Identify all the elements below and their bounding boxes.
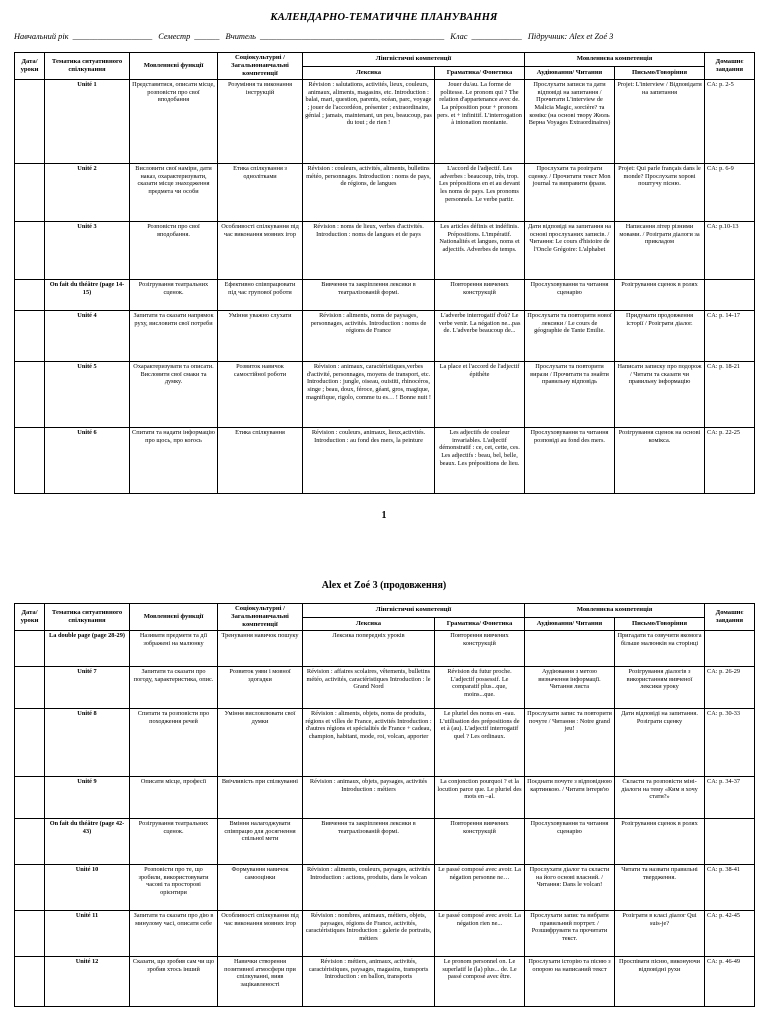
cell-functions: Запитати та сказати про погоду, характеристика, опис. — [130, 667, 218, 709]
cell-writing: Розіграти в класі діалог Qui suis-je? — [615, 911, 705, 957]
cell-lexis: Вивчення та закріплення лексики в театралізованій формі. — [303, 819, 435, 865]
cell-listening — [525, 631, 615, 667]
cell-listening: Аудіювання з метою визначення інформації. Читання листа — [525, 667, 615, 709]
textbook-label: Підручник: Alex et Zoé 3 — [527, 32, 614, 41]
table-row — [15, 222, 755, 280]
cell-socio: Розвиток уяви і мовної здогадки — [218, 667, 303, 709]
cell-date — [15, 428, 45, 494]
cell-writing: Придумати продовження історії / Розіграти діалог. — [615, 311, 705, 362]
cell-date — [15, 631, 45, 667]
cell-writing: Читати та назвати правильні твердження. — [615, 865, 705, 911]
teacher-label: Вчитель — [225, 32, 256, 41]
col-writing-header: Письмо/Говоріння — [615, 617, 705, 631]
cell-socio: Ввічливість при спілкуванні — [218, 777, 303, 819]
col-grammar-header: Граматика/ Фонетика — [435, 66, 525, 80]
cell-grammar: Le passé composé avec avoir. La négation personne ne… — [435, 865, 525, 911]
cell-writing: Projet: L'interview / Відповідати на запитання — [615, 80, 705, 164]
semester-label: Семестр — [158, 32, 191, 41]
table-row — [15, 280, 755, 311]
cell-listening: Прослуховування та читання розповіді au fond des mers. — [525, 428, 615, 494]
cell-theme: Unité 5 — [45, 362, 130, 428]
year-label: Навчальний рік — [14, 32, 69, 41]
cell-socio: Навички створення позитивної атмосфери при спілкуванні, вияв зацікавленості — [218, 957, 303, 1007]
cell-lexis: Révision : animaux, caractéristiques,verbes d'activité, personnages, moyens de transport, etc. Introduction : jungle, oiseau, ouistiti, rhinocéros, singe ; beau, doux, féroce, géant, gros, magique, magnifique, rigolo, comme tu es… ! Bonne nuit ! — [303, 362, 435, 428]
table-header-row — [15, 604, 755, 618]
cell-theme: On fait du théâtre (page 42-43) — [45, 819, 130, 865]
cell-writing: Проспівати пісню, виконуючи відповідні рухи — [615, 957, 705, 1007]
cell-lexis: Révision : noms de lieux, verbes d'activités. Introduction : noms de langues et de pays — [303, 222, 435, 280]
cell-writing: Розігрування сценок в ролях — [615, 819, 705, 865]
col-socio-header: Соціокультурні / Загальнонавчальні компетенції — [218, 604, 303, 631]
col-date-header: Дата/ уроки — [15, 604, 45, 631]
table-header-row — [15, 53, 755, 67]
cell-socio: Особливості спілкування під час виконання мовних ігор — [218, 911, 303, 957]
table-row — [15, 362, 755, 428]
cell-theme: On fait du théâtre (page 14-15) — [45, 280, 130, 311]
cell-listening: Прослухати діалог та скласти на його основі власний. / Читання: Dans le volcan! — [525, 865, 615, 911]
cell-theme: Unité 4 — [45, 311, 130, 362]
cell-lexis: Révision : couleurs, activités, aliments, bulletins météo, personnages. Introduction : noms de pays, de régions, de langues — [303, 164, 435, 222]
cell-homework: CA: p. 22-25 — [705, 428, 755, 494]
cell-theme: Unité 6 — [45, 428, 130, 494]
cell-lexis: Révision : salutations, activités, lieux, couleurs, animaux, aliments, magasins, etc. Introduction : balai, mari, question, parents, océan, parc, voyage ; jouer de l'accordéon, présenter ; extraordinaire, génial ; jamais, maintenant, un peu, beaucoup, pas du tout ; de rien ! — [303, 80, 435, 164]
cell-writing: Розігрування сценок на основі комікса. — [615, 428, 705, 494]
cell-socio: Етика спілкування — [218, 428, 303, 494]
col-speech-header: Мовленнєва компетенція — [525, 53, 705, 67]
cell-date — [15, 362, 45, 428]
table-row — [15, 631, 755, 667]
cell-grammar: La conjonction pourquoi ? et la locution parce que. Le pluriel des mots en –al. — [435, 777, 525, 819]
cell-listening: Прослуховування та читання сценарію — [525, 819, 615, 865]
cell-lexis: Révision : affaires scolaires, vêtements, bulletins météo, activités, caractéristiques Introduction : le Grand Nord — [303, 667, 435, 709]
cell-date — [15, 709, 45, 777]
col-homework-header: Домашнє завдання — [705, 604, 755, 631]
table-row — [15, 80, 755, 164]
cell-homework: CA: p. 14-17 — [705, 311, 755, 362]
cell-date — [15, 280, 45, 311]
cell-homework: CA: p. 2-5 — [705, 80, 755, 164]
col-listening-header: Аудіювання/ Читання — [525, 617, 615, 631]
cell-theme: Unité 10 — [45, 865, 130, 911]
cell-date — [15, 819, 45, 865]
page-title: КАЛЕНДАРНО-ТЕМАТИЧНЕ ПЛАНУВАННЯ — [270, 12, 498, 23]
col-lexis-header: Лексика — [303, 66, 435, 80]
cell-homework: CA: p. 18-21 — [705, 362, 755, 428]
cell-functions: Сказати, що зробив сам чи що зробив хтось інший — [130, 957, 218, 1007]
cell-writing: Дати відповіді на запитання. Розіграти сценку — [615, 709, 705, 777]
cell-listening: Прослухати та повторити нової лексики / Le cours de géographie de Tante Emilie. — [525, 311, 615, 362]
table-row — [15, 311, 755, 362]
cell-grammar: Повторення вивчених конструкцій — [435, 819, 525, 865]
cell-theme: Unité 3 — [45, 222, 130, 280]
cell-writing: Пригадати та озвучити якомога більше малюнків на сторінці — [615, 631, 705, 667]
cell-functions: Спитати та розповісти про походження речей — [130, 709, 218, 777]
cell-grammar: L'adverbe interrogatif d'où? Le verbe venir. La négation ne...pas de. L'adverbe beaucoup de... — [435, 311, 525, 362]
semester-blank: ______ — [194, 32, 220, 41]
cell-grammar: L'accord de l'adjectif. Les adverbes : beaucoup, très, trop. Les prépositions en et au devant les noms de pays. Les pronoms personnels. Le verbe partir. — [435, 164, 525, 222]
cell-date — [15, 222, 45, 280]
info-line — [14, 32, 754, 41]
cell-functions: Спитати та надати інформацію про щось, про когось — [130, 428, 218, 494]
cell-functions: Розігрування театральних сценок. — [130, 819, 218, 865]
cell-grammar: Повторення вивчених конструкцій — [435, 280, 525, 311]
cell-theme: Unité 12 — [45, 957, 130, 1007]
cell-functions: Висловити свої наміри, дати наказ, охарактеризувати, сказати місце знаходження предмета чи особи — [130, 164, 218, 222]
table-row — [15, 957, 755, 1007]
cell-writing: Написати записку про подорож / Читати та сказати чи правильну інформацію — [615, 362, 705, 428]
cell-theme: Unité 9 — [45, 777, 130, 819]
col-date-header: Дата/ уроки — [15, 53, 45, 80]
cell-listening: Прослухати та розіграти сценку. / Прочитати текст Mon journal та виправити фрази. — [525, 164, 615, 222]
cell-grammar: Jouer du/au. La forme de politesse. Le pronom qui ? The relation d'appartenance avec de. La préposition pour + pronom pers. et + infinitif. L'interrogation à intonation montante. — [435, 80, 525, 164]
cell-homework: CA: p.10-13 — [705, 222, 755, 280]
cell-date — [15, 957, 45, 1007]
cell-writing: Розігрування сценок в ролях — [615, 280, 705, 311]
col-homework-header: Домашнє завдання — [705, 53, 755, 80]
cell-homework: CA: p. 46-49 — [705, 957, 755, 1007]
cell-socio: Особливості спілкування під час виконання мовних ігор — [218, 222, 303, 280]
year-blank: ___________________ — [72, 32, 153, 41]
col-functions-header: Мовленнєві функції — [130, 604, 218, 631]
cell-grammar: Повторення вивчених конструкцій — [435, 631, 525, 667]
cell-listening: Прослухати записи та дати відповіді на запитання / Прочитати L'interview de Malicia Magic, sorcière? та комікс (на основі твору Жюль Верна Voyages Extraordinaires) — [525, 80, 615, 164]
cell-date — [15, 80, 45, 164]
cell-grammar: Le pluriel des noms en -eau. L'utilisation des prépositions de et à (au). L'adjectif interrogatif quel ? Les ordinaux. — [435, 709, 525, 777]
cell-date — [15, 777, 45, 819]
cell-grammar: Le passé composé avec avoir. La négation rien ne... — [435, 911, 525, 957]
table-row — [15, 667, 755, 709]
cell-homework: CA: p. 26-29 — [705, 667, 755, 709]
cell-date — [15, 667, 45, 709]
cell-functions: Розповісти про те, що зробили, використовувати часові та просторові орієнтири — [130, 865, 218, 911]
cell-grammar: Révision du futur proche. L'adjectif possessif. Le comparatif plus...que, moins...que. — [435, 667, 525, 709]
col-socio-header: Соціокультурні / Загальнонавчальні компетенції — [218, 53, 303, 80]
col-functions-header: Мовленнєві функції — [130, 53, 218, 80]
teacher-blank: ____________________________________________ — [259, 32, 445, 41]
plan-table-2 — [14, 603, 755, 1007]
col-theme-header: Тематика ситуативного спілкування — [45, 53, 130, 80]
cell-grammar: Les articles définis et indéfinis. Prépositions. L'impératif. Nationalités et langues, noms et adjectifs. Adverbes de temps. — [435, 222, 525, 280]
cell-writing: Розігрування діалогів з використанням вивченої лексики уроку — [615, 667, 705, 709]
cell-homework: CA: p. 30-33 — [705, 709, 755, 777]
cell-homework — [705, 280, 755, 311]
cell-lexis: Лексика попередніх уроків — [303, 631, 435, 667]
cell-lexis: Révision : métiers, animaux, activités, caractéristiques, paysages, magasins, transports Introduction : en ballon, transports — [303, 957, 435, 1007]
cell-listening: Прослуховування та читання сценарію — [525, 280, 615, 311]
cell-lexis: Вивчення та закріплення лексики в театралізованій формі. — [303, 280, 435, 311]
cell-writing: Скласти та розповісти міні-діалоги на тему «Ким я хочу стати?» — [615, 777, 705, 819]
cell-listening: Прослухати запис та вибрати правильний портрет. / Розшифрувати та прочитати текст. — [525, 911, 615, 957]
col-listening-header: Аудіювання/ Читання — [525, 66, 615, 80]
table-row — [15, 777, 755, 819]
page-number: 1 — [381, 510, 387, 521]
table-row — [15, 164, 755, 222]
cell-theme: La double page (page 28-29) — [45, 631, 130, 667]
table-row — [15, 819, 755, 865]
cell-socio: Вміння налагоджувати співпрацю для досягнення спільної мети — [218, 819, 303, 865]
cell-lexis: Révision : nombres, animaux, métiers, objets, paysages, régions de France, activités, caractéristiques Introduction : galerie de portraits, métiers — [303, 911, 435, 957]
cell-listening: Прослухати та повторити вирази / Прочитати та знайти правильну відповідь — [525, 362, 615, 428]
col-grammar-header: Граматика/ Фонетика — [435, 617, 525, 631]
table-row — [15, 709, 755, 777]
cell-grammar: Les adjectifs de couleur invariables. L'adjectif démonstratif : ce, cet, cette, ces. Les adjectifs : beau, bel, belle, beaux. Les prépositions de lieu. — [435, 428, 525, 494]
cell-date — [15, 164, 45, 222]
plan-table-1 — [14, 52, 755, 494]
cell-functions: Охарактеризувати та описати. Висловити свої смаки та думку. — [130, 362, 218, 428]
cell-socio: Уміння висловлювати свої думки — [218, 709, 303, 777]
col-theme-header: Тематика ситуативного спілкування — [45, 604, 130, 631]
cell-functions: Розповісти про свої вподобання. — [130, 222, 218, 280]
cell-theme: Unité 8 — [45, 709, 130, 777]
table-row — [15, 911, 755, 957]
class-blank: ____________ — [471, 32, 522, 41]
cell-socio: Формування навичок самооцінки — [218, 865, 303, 911]
col-linguistic-header: Лінгвістичні компетенції — [303, 604, 525, 618]
cell-socio: Розуміння та виконання інструкцій — [218, 80, 303, 164]
cell-socio: Етика спілкування з однолітками — [218, 164, 303, 222]
cell-date — [15, 911, 45, 957]
cell-homework: CA: p. 42-45 — [705, 911, 755, 957]
col-lexis-header: Лексика — [303, 617, 435, 631]
cell-functions: Запитати та сказати про дію в минулому часі, описати себе — [130, 911, 218, 957]
cell-homework — [705, 819, 755, 865]
cell-homework: CA: p. 6-9 — [705, 164, 755, 222]
cell-theme: Unité 11 — [45, 911, 130, 957]
cell-lexis: Révision : aliments, objets, noms de produits, régions et villes de France, activités Introduction : d'autres régions et spécialités de France + cadeau, champion, habitant, mode, roi, volcan, apporter — [303, 709, 435, 777]
cell-date — [15, 865, 45, 911]
cell-homework: CA: p. 38-41 — [705, 865, 755, 911]
cell-listening: Прослухати запис та повторити почуте / Читання : Notre grand jeu! — [525, 709, 615, 777]
col-writing-header: Письмо/Говоріння — [615, 66, 705, 80]
cell-date — [15, 311, 45, 362]
cell-lexis: Révision : aliments, noms de paysages, personnages, activités. Introduction : noms de régions de France — [303, 311, 435, 362]
class-label: Клас — [450, 32, 468, 41]
cell-functions: Розігрування театральних сценок. — [130, 280, 218, 311]
cell-homework: CA: p. 34-37 — [705, 777, 755, 819]
cell-listening: Прослухати історію та пісню з опорою на написаний текст — [525, 957, 615, 1007]
table-row — [15, 865, 755, 911]
cell-theme: Unité 1 — [45, 80, 130, 164]
cell-writing: Написання літер різними мовами. / Розіграти діалоги за прикладом — [615, 222, 705, 280]
col-linguistic-header: Лінгвістичні компетенції — [303, 53, 525, 67]
cell-homework — [705, 631, 755, 667]
cell-grammar: La place et l'accord de l'adjectif épithète — [435, 362, 525, 428]
table-row — [15, 428, 755, 494]
cell-lexis: Révision : animaux, objets, paysages, activités Introduction : métiers — [303, 777, 435, 819]
cell-lexis: Révision : aliments, couleurs, paysages, activités Introduction : actions, produits, dans le volcan — [303, 865, 435, 911]
cell-listening: Дати відповіді на запитання на основі прослуханих записів. / Читання: Le cours d'histoire de l'Oncle Grégoire: L'alphabet — [525, 222, 615, 280]
cell-theme: Unité 7 — [45, 667, 130, 709]
cell-functions: Описати місце, професії — [130, 777, 218, 819]
cell-theme: Unité 2 — [45, 164, 130, 222]
cell-socio: Тренування навичок пошуку — [218, 631, 303, 667]
cell-functions: Запитати та сказати напрямок руху, висловити свої потреби — [130, 311, 218, 362]
col-speech-header: Мовленнєва компетенція — [525, 604, 705, 618]
cell-socio: Ефективно співпрацювати під час групової роботи — [218, 280, 303, 311]
cell-lexis: Révision : couleurs, animaux, lieux,activités. Introduction : au fond des mers, la peinture — [303, 428, 435, 494]
cell-socio: Уміння уважно слухати — [218, 311, 303, 362]
continuation-title: Alex et Zoé 3 (продовження) — [321, 580, 447, 591]
cell-socio: Розвиток навичок самостійної роботи — [218, 362, 303, 428]
cell-functions: Представитися, описати місце, розповісти про свої вподобання — [130, 80, 218, 164]
cell-functions: Називати предмети та дії зображені на малюнку — [130, 631, 218, 667]
cell-grammar: Le pronom personnel on. Le superlatif le (la) plus... de. Le passé composé avec être. — [435, 957, 525, 1007]
cell-listening: Поєднати почуте з відповідною картинкою. / Читати інтерв'ю — [525, 777, 615, 819]
cell-writing: Projet: Qui parle français dans le monde? Прослухати хорові поштучу пісню. — [615, 164, 705, 222]
